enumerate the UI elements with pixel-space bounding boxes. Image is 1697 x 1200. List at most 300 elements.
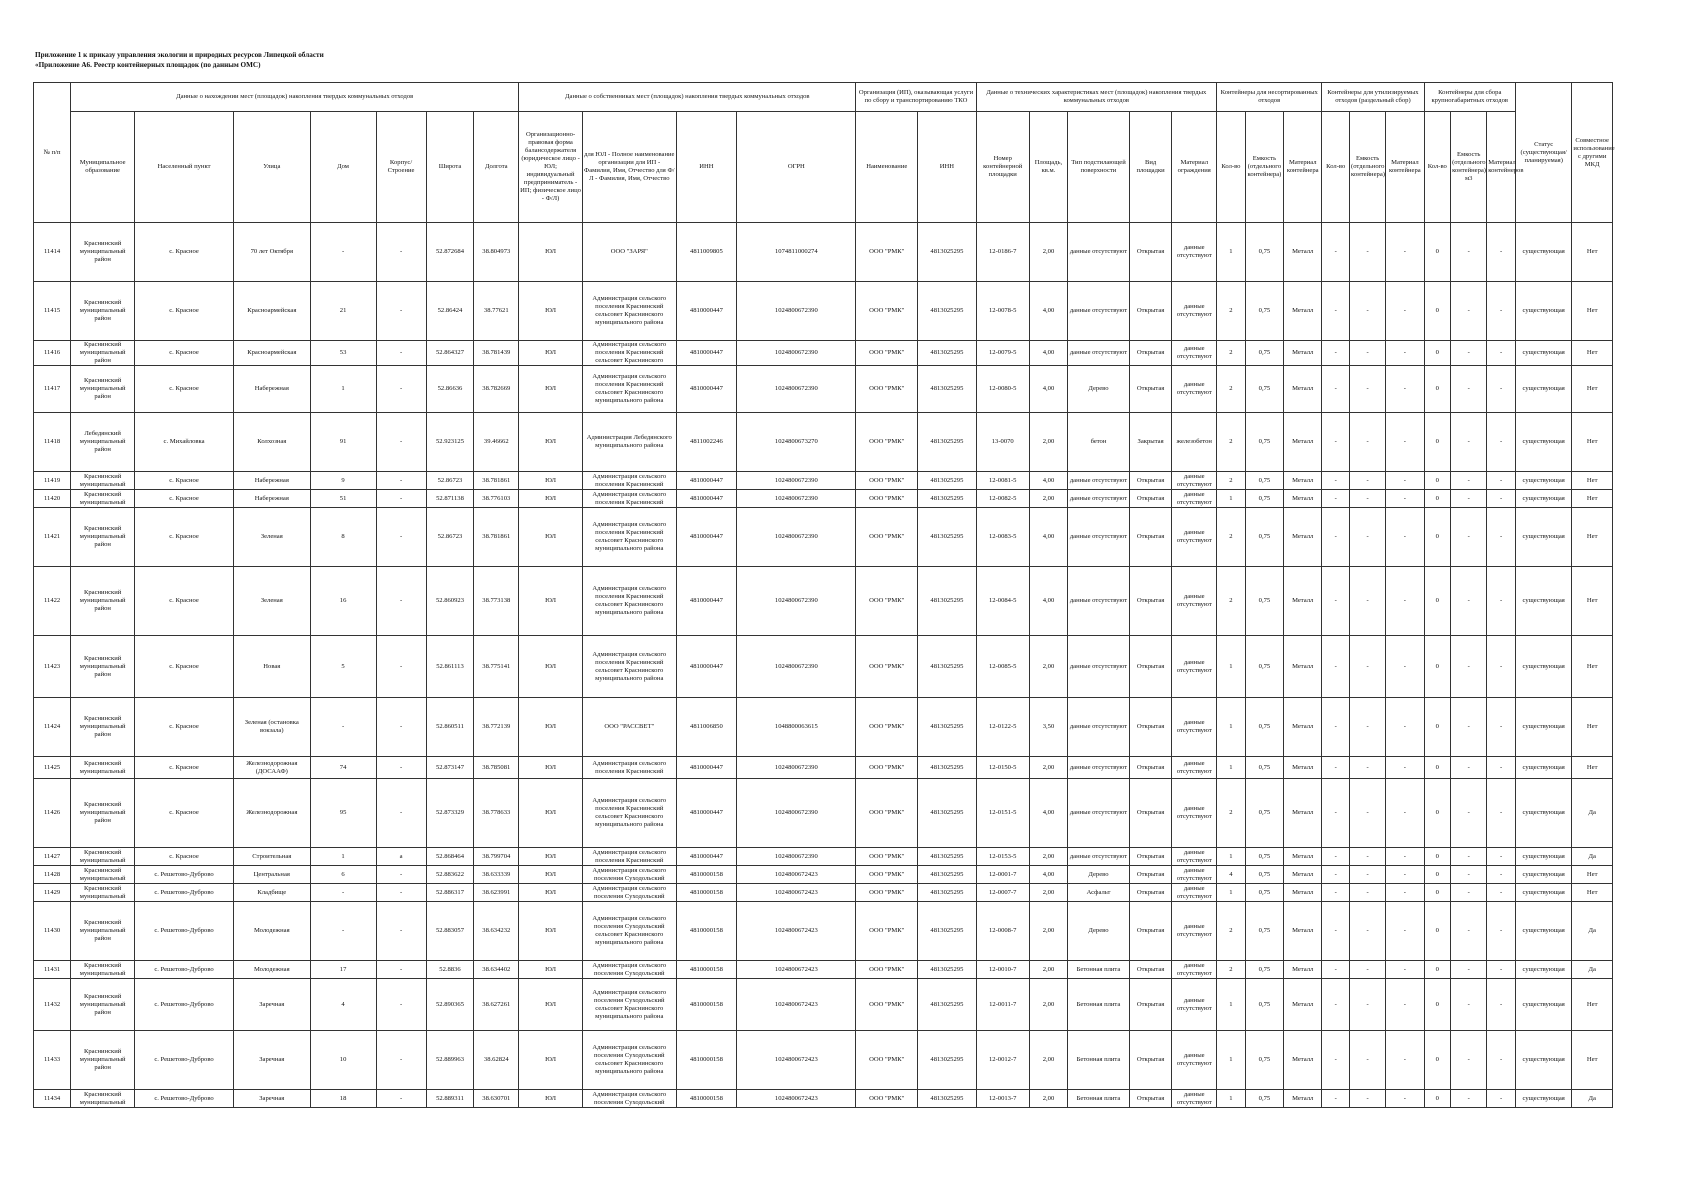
- cell-fence: данные отсутствуют: [1172, 866, 1217, 884]
- table-row: [34, 567, 1613, 636]
- cell-longitude: 38.634232: [474, 902, 519, 961]
- cell-municipality: Краснинский муниципальный район: [71, 282, 135, 341]
- col-latitude: Широта: [426, 112, 474, 223]
- cell-c2-material: -: [1386, 472, 1424, 490]
- cell-settlement: с. Красное: [135, 757, 234, 779]
- cell-num: 11431: [34, 961, 71, 979]
- cell-fence: данные отсутствуют: [1172, 902, 1217, 961]
- table-row: [34, 472, 1613, 490]
- cell-legal-form: ЮЛ: [519, 757, 583, 779]
- cell-c3-capacity: -: [1451, 490, 1487, 508]
- cell-c1-material: Металл: [1284, 413, 1322, 472]
- cell-house: -: [310, 902, 376, 961]
- cell-house: 21: [310, 282, 376, 341]
- cell-num: 11430: [34, 902, 71, 961]
- cell-c3-qty: 0: [1424, 341, 1451, 366]
- cell-operator-inn: 4813025295: [918, 848, 977, 866]
- cell-settlement: с. Красное: [135, 282, 234, 341]
- group-bulky-containers: Контейнеры для сбора крупногабаритных отходов: [1424, 83, 1516, 112]
- cell-num: 11429: [34, 884, 71, 902]
- cell-site-number: 12-0122-5: [976, 698, 1029, 757]
- cell-shared: Да: [1572, 902, 1613, 961]
- table-row: [34, 779, 1613, 848]
- cell-operator-inn: 4813025295: [918, 779, 977, 848]
- group-unsorted-containers: Контейнеры для несортированных отходов: [1217, 83, 1322, 112]
- cell-owner-inn: 4810000447: [676, 779, 737, 848]
- cell-building: -: [376, 698, 426, 757]
- cell-street: Колхозная: [234, 413, 311, 472]
- cell-area: 4,00: [1029, 472, 1067, 490]
- cell-c1-qty: 1: [1217, 848, 1246, 866]
- cell-house: -: [310, 698, 376, 757]
- cell-house: 8: [310, 508, 376, 567]
- cell-operator-name: ООО "РМК": [856, 866, 918, 884]
- cell-c3-material: -: [1487, 490, 1516, 508]
- cell-c3-material: -: [1487, 341, 1516, 366]
- cell-street: Новая: [234, 636, 311, 698]
- cell-latitude: 52.873329: [426, 779, 474, 848]
- cell-status: существующая: [1516, 341, 1572, 366]
- cell-c2-capacity: -: [1350, 757, 1386, 779]
- cell-street: Молодежная: [234, 961, 311, 979]
- cell-c1-material: Металл: [1284, 636, 1322, 698]
- cell-operator-name: ООО "РМК": [856, 508, 918, 567]
- cell-c1-material: Металл: [1284, 490, 1322, 508]
- cell-fence: данные отсутствуют: [1172, 779, 1217, 848]
- col-site-number: Номер контейнерной площадки: [976, 112, 1029, 223]
- cell-c3-capacity: -: [1451, 341, 1487, 366]
- cell-building: -: [376, 1031, 426, 1090]
- cell-latitude: 52.864327: [426, 341, 474, 366]
- cell-c2-qty: -: [1322, 413, 1350, 472]
- cell-c1-material: Металл: [1284, 366, 1322, 413]
- cell-shared: Нет: [1572, 366, 1613, 413]
- cell-c3-material: -: [1487, 1090, 1516, 1108]
- group-owners: Данные о собственниках мест (площадок) накопления твердых коммунальных отходов: [519, 83, 856, 112]
- cell-street: Строительная: [234, 848, 311, 866]
- cell-c2-capacity: -: [1350, 698, 1386, 757]
- cell-building: а: [376, 848, 426, 866]
- cell-owner-ogrn: 1024800672423: [737, 884, 856, 902]
- cell-c3-capacity: -: [1451, 636, 1487, 698]
- cell-operator-name: ООО "РМК": [856, 848, 918, 866]
- cell-legal-form: ЮЛ: [519, 979, 583, 1031]
- cell-shared: Нет: [1572, 413, 1613, 472]
- cell-site-number: 12-0082-5: [976, 490, 1029, 508]
- cell-surface: Бетонная плита: [1068, 961, 1130, 979]
- cell-owner-inn: 4810000158: [676, 979, 737, 1031]
- cell-site-number: 12-0081-5: [976, 472, 1029, 490]
- cell-num: 11420: [34, 490, 71, 508]
- cell-fence: данные отсутствуют: [1172, 698, 1217, 757]
- registry-table: [33, 82, 1613, 1108]
- cell-c2-qty: -: [1322, 848, 1350, 866]
- cell-operator-inn: 4813025295: [918, 902, 977, 961]
- cell-area: 4,00: [1029, 779, 1067, 848]
- cell-building: -: [376, 413, 426, 472]
- cell-site-number: 12-0010-7: [976, 961, 1029, 979]
- cell-c3-material: -: [1487, 1031, 1516, 1090]
- cell-legal-form: ЮЛ: [519, 490, 583, 508]
- cell-c2-qty: -: [1322, 508, 1350, 567]
- cell-c1-material: Металл: [1284, 223, 1322, 282]
- cell-c3-material: -: [1487, 636, 1516, 698]
- cell-owner-ogrn: 1074811000274: [737, 223, 856, 282]
- cell-c3-qty: 0: [1424, 413, 1451, 472]
- cell-c1-capacity: 0,75: [1245, 757, 1283, 779]
- cell-fence: данные отсутствуют: [1172, 282, 1217, 341]
- cell-shared: Да: [1572, 1090, 1613, 1108]
- cell-c3-qty: 0: [1424, 490, 1451, 508]
- col-settlement: Населенный пункт: [135, 112, 234, 223]
- cell-fence: данные отсутствуют: [1172, 508, 1217, 567]
- cell-owner-ogrn: 1024800672390: [737, 472, 856, 490]
- cell-fence: данные отсутствуют: [1172, 366, 1217, 413]
- cell-c1-capacity: 0,75: [1245, 366, 1283, 413]
- col-c3-qty: Кол-во: [1424, 112, 1451, 223]
- cell-fence: данные отсутствуют: [1172, 223, 1217, 282]
- cell-c3-material: -: [1487, 884, 1516, 902]
- cell-municipality: Краснинский муниципальный район: [71, 341, 135, 366]
- cell-c2-material: -: [1386, 1031, 1424, 1090]
- cell-status: существующая: [1516, 884, 1572, 902]
- cell-legal-form: ЮЛ: [519, 567, 583, 636]
- cell-area: 3,50: [1029, 698, 1067, 757]
- group-technical: Данные о технических характеристиках мест (площадок) накопления твердых коммунальных отходов: [976, 83, 1216, 112]
- cell-latitude: 52.86723: [426, 508, 474, 567]
- cell-site-type: Открытая: [1129, 472, 1172, 490]
- cell-area: 2,00: [1029, 961, 1067, 979]
- cell-municipality: Лебедянский муниципальный район: [71, 413, 135, 472]
- cell-settlement: с. Красное: [135, 698, 234, 757]
- cell-site-number: 12-0150-5: [976, 757, 1029, 779]
- cell-c1-qty: 2: [1217, 779, 1246, 848]
- cell-shared: Нет: [1572, 341, 1613, 366]
- cell-street: Зеленая (остановка вокзала): [234, 698, 311, 757]
- cell-site-type: Открытая: [1129, 698, 1172, 757]
- cell-operator-inn: 4813025295: [918, 567, 977, 636]
- cell-shared: Нет: [1572, 1031, 1613, 1090]
- cell-surface: Бетонная плита: [1068, 1090, 1130, 1108]
- cell-c2-capacity: -: [1350, 490, 1386, 508]
- table-row: [34, 961, 1613, 979]
- cell-building: -: [376, 223, 426, 282]
- cell-owner-ogrn: 1024800672390: [737, 341, 856, 366]
- cell-longitude: 38.778633: [474, 779, 519, 848]
- cell-building: -: [376, 636, 426, 698]
- cell-fence: данные отсутствуют: [1172, 848, 1217, 866]
- cell-street: Красноармейская: [234, 282, 311, 341]
- cell-c3-qty: 0: [1424, 223, 1451, 282]
- cell-surface: данные отсутствуют: [1068, 848, 1130, 866]
- cell-operator-inn: 4813025295: [918, 341, 977, 366]
- cell-latitude: 52.868464: [426, 848, 474, 866]
- cell-status: существующая: [1516, 902, 1572, 961]
- cell-street: Железнодорожная: [234, 779, 311, 848]
- cell-c3-material: -: [1487, 848, 1516, 866]
- cell-legal-form: ЮЛ: [519, 779, 583, 848]
- cell-c2-capacity: -: [1350, 413, 1386, 472]
- cell-operator-name: ООО "РМК": [856, 282, 918, 341]
- cell-shared: Нет: [1572, 472, 1613, 490]
- cell-c3-material: -: [1487, 866, 1516, 884]
- cell-num: 11419: [34, 472, 71, 490]
- cell-c3-material: -: [1487, 413, 1516, 472]
- cell-fence: данные отсутствуют: [1172, 884, 1217, 902]
- cell-surface: Бетонная плита: [1068, 979, 1130, 1031]
- cell-c1-capacity: 0,75: [1245, 472, 1283, 490]
- cell-area: 2,00: [1029, 413, 1067, 472]
- cell-area: 2,00: [1029, 490, 1067, 508]
- cell-c1-capacity: 0,75: [1245, 979, 1283, 1031]
- cell-c1-material: Металл: [1284, 1090, 1322, 1108]
- cell-c2-capacity: -: [1350, 282, 1386, 341]
- cell-num: 11415: [34, 282, 71, 341]
- cell-c1-material: Металл: [1284, 567, 1322, 636]
- cell-surface: данные отсутствуют: [1068, 341, 1130, 366]
- cell-site-number: 12-0083-5: [976, 508, 1029, 567]
- table-row: [34, 1031, 1613, 1090]
- cell-operator-name: ООО "РМК": [856, 698, 918, 757]
- cell-c2-qty: -: [1322, 282, 1350, 341]
- table-body: [34, 223, 1613, 1108]
- cell-site-type: Открытая: [1129, 779, 1172, 848]
- cell-c3-qty: 0: [1424, 282, 1451, 341]
- cell-c1-material: Металл: [1284, 472, 1322, 490]
- cell-latitude: 52.873147: [426, 757, 474, 779]
- table-row: [34, 413, 1613, 472]
- col-c2-qty: Кол-во: [1322, 112, 1350, 223]
- cell-fence: данные отсутствуют: [1172, 757, 1217, 779]
- cell-c2-capacity: -: [1350, 567, 1386, 636]
- col-house: Дом: [310, 112, 376, 223]
- cell-operator-name: ООО "РМК": [856, 366, 918, 413]
- cell-operator-name: ООО "РМК": [856, 1031, 918, 1090]
- col-status: Статус (существующая/планируемая): [1516, 83, 1572, 223]
- cell-legal-form: ЮЛ: [519, 848, 583, 866]
- cell-c3-capacity: -: [1451, 698, 1487, 757]
- cell-c1-material: Металл: [1284, 282, 1322, 341]
- group-operator: Организация (ИП), оказывающая услуги по сбору и транспортированию ТКО: [856, 83, 976, 112]
- cell-surface: данные отсутствуют: [1068, 698, 1130, 757]
- cell-house: 5: [310, 636, 376, 698]
- cell-c2-qty: -: [1322, 341, 1350, 366]
- cell-municipality: Краснинский муниципальный: [71, 472, 135, 490]
- cell-c1-material: Металл: [1284, 979, 1322, 1031]
- cell-c3-material: -: [1487, 366, 1516, 413]
- cell-num: 11417: [34, 366, 71, 413]
- cell-status: существующая: [1516, 636, 1572, 698]
- cell-longitude: 38.623991: [474, 884, 519, 902]
- cell-c2-material: -: [1386, 961, 1424, 979]
- cell-c3-qty: 0: [1424, 779, 1451, 848]
- cell-street: 70 лет Октября: [234, 223, 311, 282]
- col-operator-inn: ИНН: [918, 112, 977, 223]
- cell-area: 4,00: [1029, 567, 1067, 636]
- cell-num: 11427: [34, 848, 71, 866]
- cell-site-type: Открытая: [1129, 884, 1172, 902]
- cell-c2-capacity: -: [1350, 961, 1386, 979]
- cell-site-type: Открытая: [1129, 848, 1172, 866]
- cell-operator-inn: 4813025295: [918, 413, 977, 472]
- cell-site-type: Открытая: [1129, 567, 1172, 636]
- cell-num: 11421: [34, 508, 71, 567]
- cell-c2-capacity: -: [1350, 508, 1386, 567]
- cell-c3-capacity: -: [1451, 366, 1487, 413]
- cell-c2-material: -: [1386, 636, 1424, 698]
- cell-owner-ogrn: 1024800672390: [737, 567, 856, 636]
- cell-c1-capacity: 0,75: [1245, 779, 1283, 848]
- cell-building: -: [376, 282, 426, 341]
- cell-c2-material: -: [1386, 490, 1424, 508]
- cell-longitude: 38.630701: [474, 1090, 519, 1108]
- cell-c2-material: -: [1386, 341, 1424, 366]
- cell-latitude: 52.860511: [426, 698, 474, 757]
- cell-c1-qty: 2: [1217, 366, 1246, 413]
- cell-c1-material: Металл: [1284, 866, 1322, 884]
- cell-surface: Асфальт: [1068, 884, 1130, 902]
- cell-legal-form: ЮЛ: [519, 341, 583, 366]
- cell-c2-material: -: [1386, 366, 1424, 413]
- cell-owner-name: Администрация сельского поселения Краснинский: [582, 848, 676, 866]
- cell-area: 2,00: [1029, 636, 1067, 698]
- cell-legal-form: ЮЛ: [519, 223, 583, 282]
- table-row: [34, 341, 1613, 366]
- cell-num: 11426: [34, 779, 71, 848]
- cell-c3-capacity: -: [1451, 884, 1487, 902]
- cell-area: 2,00: [1029, 902, 1067, 961]
- cell-site-number: 12-0008-7: [976, 902, 1029, 961]
- cell-owner-inn: 4810000447: [676, 341, 737, 366]
- cell-municipality: Краснинский муниципальный район: [71, 902, 135, 961]
- col-c2-material: Материал контейнера: [1386, 112, 1424, 223]
- cell-c2-capacity: -: [1350, 472, 1386, 490]
- cell-owner-inn: 4810000447: [676, 282, 737, 341]
- cell-owner-inn: 4810000158: [676, 902, 737, 961]
- cell-c3-material: -: [1487, 282, 1516, 341]
- cell-c2-capacity: -: [1350, 866, 1386, 884]
- cell-legal-form: ЮЛ: [519, 508, 583, 567]
- cell-owner-name: Администрация сельского поселения Краснинский: [582, 757, 676, 779]
- cell-building: -: [376, 902, 426, 961]
- cell-building: -: [376, 757, 426, 779]
- cell-c1-material: Металл: [1284, 508, 1322, 567]
- cell-fence: железобетон: [1172, 413, 1217, 472]
- cell-municipality: Краснинский муниципальный: [71, 757, 135, 779]
- cell-num: 11422: [34, 567, 71, 636]
- cell-c1-qty: 1: [1217, 979, 1246, 1031]
- cell-owner-name: Администрация сельского поселения Краснинский сельсовет Краснинского муниципального района: [582, 282, 676, 341]
- cell-c3-qty: 0: [1424, 1090, 1451, 1108]
- cell-owner-ogrn: 1024800672390: [737, 508, 856, 567]
- cell-c1-qty: 1: [1217, 698, 1246, 757]
- cell-surface: Дерево: [1068, 866, 1130, 884]
- cell-latitude: 52.923125: [426, 413, 474, 472]
- cell-c3-qty: 0: [1424, 472, 1451, 490]
- cell-owner-inn: 4810000158: [676, 1090, 737, 1108]
- table-row: [34, 282, 1613, 341]
- cell-legal-form: ЮЛ: [519, 1090, 583, 1108]
- cell-owner-ogrn: 1024800672390: [737, 779, 856, 848]
- col-owner-name: для ЮЛ - Полное наименование организации для ИП - Фамилия, Имя, Отчество для Ф/Л - Фамилия, Имя, Отчество: [582, 112, 676, 223]
- cell-longitude: 38.782669: [474, 366, 519, 413]
- cell-c2-qty: -: [1322, 961, 1350, 979]
- cell-site-number: 12-0011-7: [976, 979, 1029, 1031]
- cell-fence: данные отсутствуют: [1172, 979, 1217, 1031]
- cell-c1-qty: 2: [1217, 341, 1246, 366]
- header-line-2: «Приложение А6. Реестр контейнерных площадок (по данным ОМС): [35, 61, 261, 69]
- cell-c1-material: Металл: [1284, 779, 1322, 848]
- cell-operator-name: ООО "РМК": [856, 567, 918, 636]
- cell-house: 74: [310, 757, 376, 779]
- cell-house: 53: [310, 341, 376, 366]
- cell-owner-inn: 4811002246: [676, 413, 737, 472]
- cell-shared: Нет: [1572, 866, 1613, 884]
- cell-legal-form: ЮЛ: [519, 884, 583, 902]
- cell-owner-inn: 4810000158: [676, 866, 737, 884]
- col-longitude: Долгота: [474, 112, 519, 223]
- cell-c2-material: -: [1386, 413, 1424, 472]
- cell-owner-inn: 4811006850: [676, 698, 737, 757]
- cell-latitude: 52.889963: [426, 1031, 474, 1090]
- cell-site-type: Открытая: [1129, 366, 1172, 413]
- cell-owner-name: ООО "РАССВЕТ": [582, 698, 676, 757]
- cell-site-number: 12-0085-5: [976, 636, 1029, 698]
- cell-operator-name: ООО "РМК": [856, 779, 918, 848]
- col-building: Корпус/Строение: [376, 112, 426, 223]
- cell-c3-capacity: -: [1451, 961, 1487, 979]
- cell-status: существующая: [1516, 413, 1572, 472]
- cell-owner-name: Администрация сельского поселения Краснинский сельсовет Краснинского муниципального района: [582, 366, 676, 413]
- cell-c1-capacity: 0,75: [1245, 866, 1283, 884]
- cell-owner-inn: 4810000447: [676, 366, 737, 413]
- cell-area: 2,00: [1029, 848, 1067, 866]
- cell-c2-capacity: -: [1350, 1090, 1386, 1108]
- col-surface: Тип подстилающей поверхности: [1068, 112, 1130, 223]
- cell-longitude: 38.634402: [474, 961, 519, 979]
- cell-site-number: 12-0007-7: [976, 884, 1029, 902]
- col-site-type: Вид площадки: [1129, 112, 1172, 223]
- cell-owner-inn: 4810000447: [676, 490, 737, 508]
- cell-municipality: Краснинский муниципальный район: [71, 567, 135, 636]
- table-row: [34, 636, 1613, 698]
- cell-site-type: Открытая: [1129, 961, 1172, 979]
- cell-shared: Нет: [1572, 884, 1613, 902]
- cell-c2-qty: -: [1322, 1031, 1350, 1090]
- cell-house: 9: [310, 472, 376, 490]
- cell-site-number: 12-0153-5: [976, 848, 1029, 866]
- cell-c1-capacity: 0,75: [1245, 1031, 1283, 1090]
- cell-operator-inn: 4813025295: [918, 472, 977, 490]
- cell-owner-name: ООО "ЗАРЯ": [582, 223, 676, 282]
- cell-longitude: 38.781439: [474, 341, 519, 366]
- cell-c3-qty: 0: [1424, 1031, 1451, 1090]
- cell-c3-qty: 0: [1424, 636, 1451, 698]
- col-owner-ogrn: ОГРН: [737, 112, 856, 223]
- cell-area: 2,00: [1029, 979, 1067, 1031]
- cell-c2-material: -: [1386, 282, 1424, 341]
- cell-municipality: Краснинский муниципальный: [71, 490, 135, 508]
- cell-owner-name: Администрация сельского поселения Краснинский: [582, 490, 676, 508]
- cell-building: -: [376, 884, 426, 902]
- cell-site-type: Открытая: [1129, 223, 1172, 282]
- cell-longitude: 39.46662: [474, 413, 519, 472]
- cell-site-type: Открытая: [1129, 282, 1172, 341]
- cell-street: Центральная: [234, 866, 311, 884]
- cell-owner-name: Администрация сельского поселения Краснинский сельсовет Краснинского муниципального района: [582, 779, 676, 848]
- cell-owner-name: Администрация сельского поселения Суходольский сельсовет Краснинского муниципального района: [582, 1031, 676, 1090]
- cell-c1-capacity: 0,75: [1245, 341, 1283, 366]
